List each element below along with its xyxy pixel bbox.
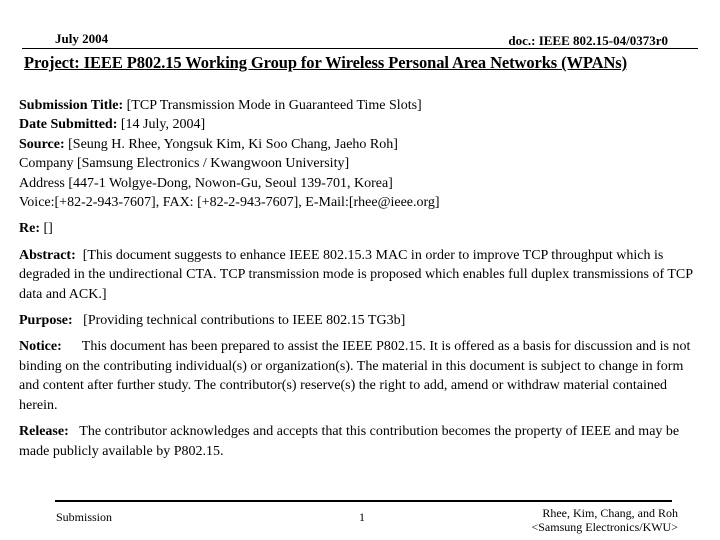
header-date: July 2004 <box>55 31 109 46</box>
date-submitted-label: Date Submitted: <box>19 117 118 133</box>
footer-divider <box>55 500 672 502</box>
notice-paragraph <box>19 337 703 415</box>
notice-label: Notice: <box>19 339 62 355</box>
purpose-label: Purpose: <box>19 313 73 329</box>
release-paragraph <box>19 422 703 461</box>
re-label: Re: <box>19 221 40 237</box>
source-line <box>19 135 703 154</box>
abstract-value: [This document suggests to enhance IEEE 802.15.3 MAC in order to improve TCP throughput which is degraded in the undirectional CTA. TCP transmission mode is proposed which enables full duplex transmissions of TCP data and ACK.] <box>19 247 693 302</box>
date-submitted-line <box>19 115 703 134</box>
submission-title-line <box>19 96 703 115</box>
address-line: Address [447-1 Wolgye-Dong, Nowon-Gu, Seoul 139-701, Korea] <box>19 175 393 191</box>
footer-submission: Submission <box>56 510 113 524</box>
header-doc-id: doc.: IEEE 802.15-04/0373r0 <box>508 33 668 48</box>
re-line <box>19 219 703 238</box>
date-submitted-value: [14 July, 2004] <box>120 117 206 133</box>
document-body <box>19 96 703 461</box>
header-divider <box>22 48 698 49</box>
submission-title-value: [TCP Transmission Mode in Guaranteed Time Slots] <box>126 98 422 113</box>
re-value: [] <box>43 221 53 237</box>
footer-author-names: Rhee, Kim, Chang, and Roh <box>542 506 678 520</box>
release-label: Release: <box>19 424 69 440</box>
footer-authors <box>531 506 678 534</box>
footer-organization: <Samsung Electronics/KWU> <box>531 520 678 534</box>
project-title: Project: IEEE P802.15 Working Group for Wireless Personal Area Networks (WPANs) <box>24 53 628 72</box>
abstract-label: Abstract: <box>19 247 76 263</box>
footer-page-number: 1 <box>359 510 365 524</box>
purpose-paragraph <box>19 311 703 330</box>
source-label: Source: <box>19 136 65 152</box>
voice-line: Voice:[+82-2-943-7607], FAX: [+82-2-943-7607], E-Mail:[rhee@ieee.org] <box>19 195 440 211</box>
notice-value: This document has been prepared to assist the IEEE P802.15. It is offered as a basis for discussion and is not binding on the contributing individual(s) or organization(s). The material in this document is subject to change in form and content after further study. The contributor(s) reserve(s) the right to add, amend or withdraw material contained herein. <box>19 339 691 413</box>
submission-title-label: Submission Title: <box>19 98 124 113</box>
release-value: The contributor acknowledges and accepts that this contribution becomes the property of IEEE and may be made publicly available by P802.15. <box>19 424 680 459</box>
abstract-paragraph <box>19 246 703 304</box>
source-value: [Seung H. Rhee, Yongsuk Kim, Ki Soo Chang, Jaeho Roh] <box>68 136 398 152</box>
purpose-value: [Providing technical contributions to IEEE 802.15 TG3b] <box>83 313 406 329</box>
company-line: Company [Samsung Electronics / Kwangwoon University] <box>19 156 350 172</box>
